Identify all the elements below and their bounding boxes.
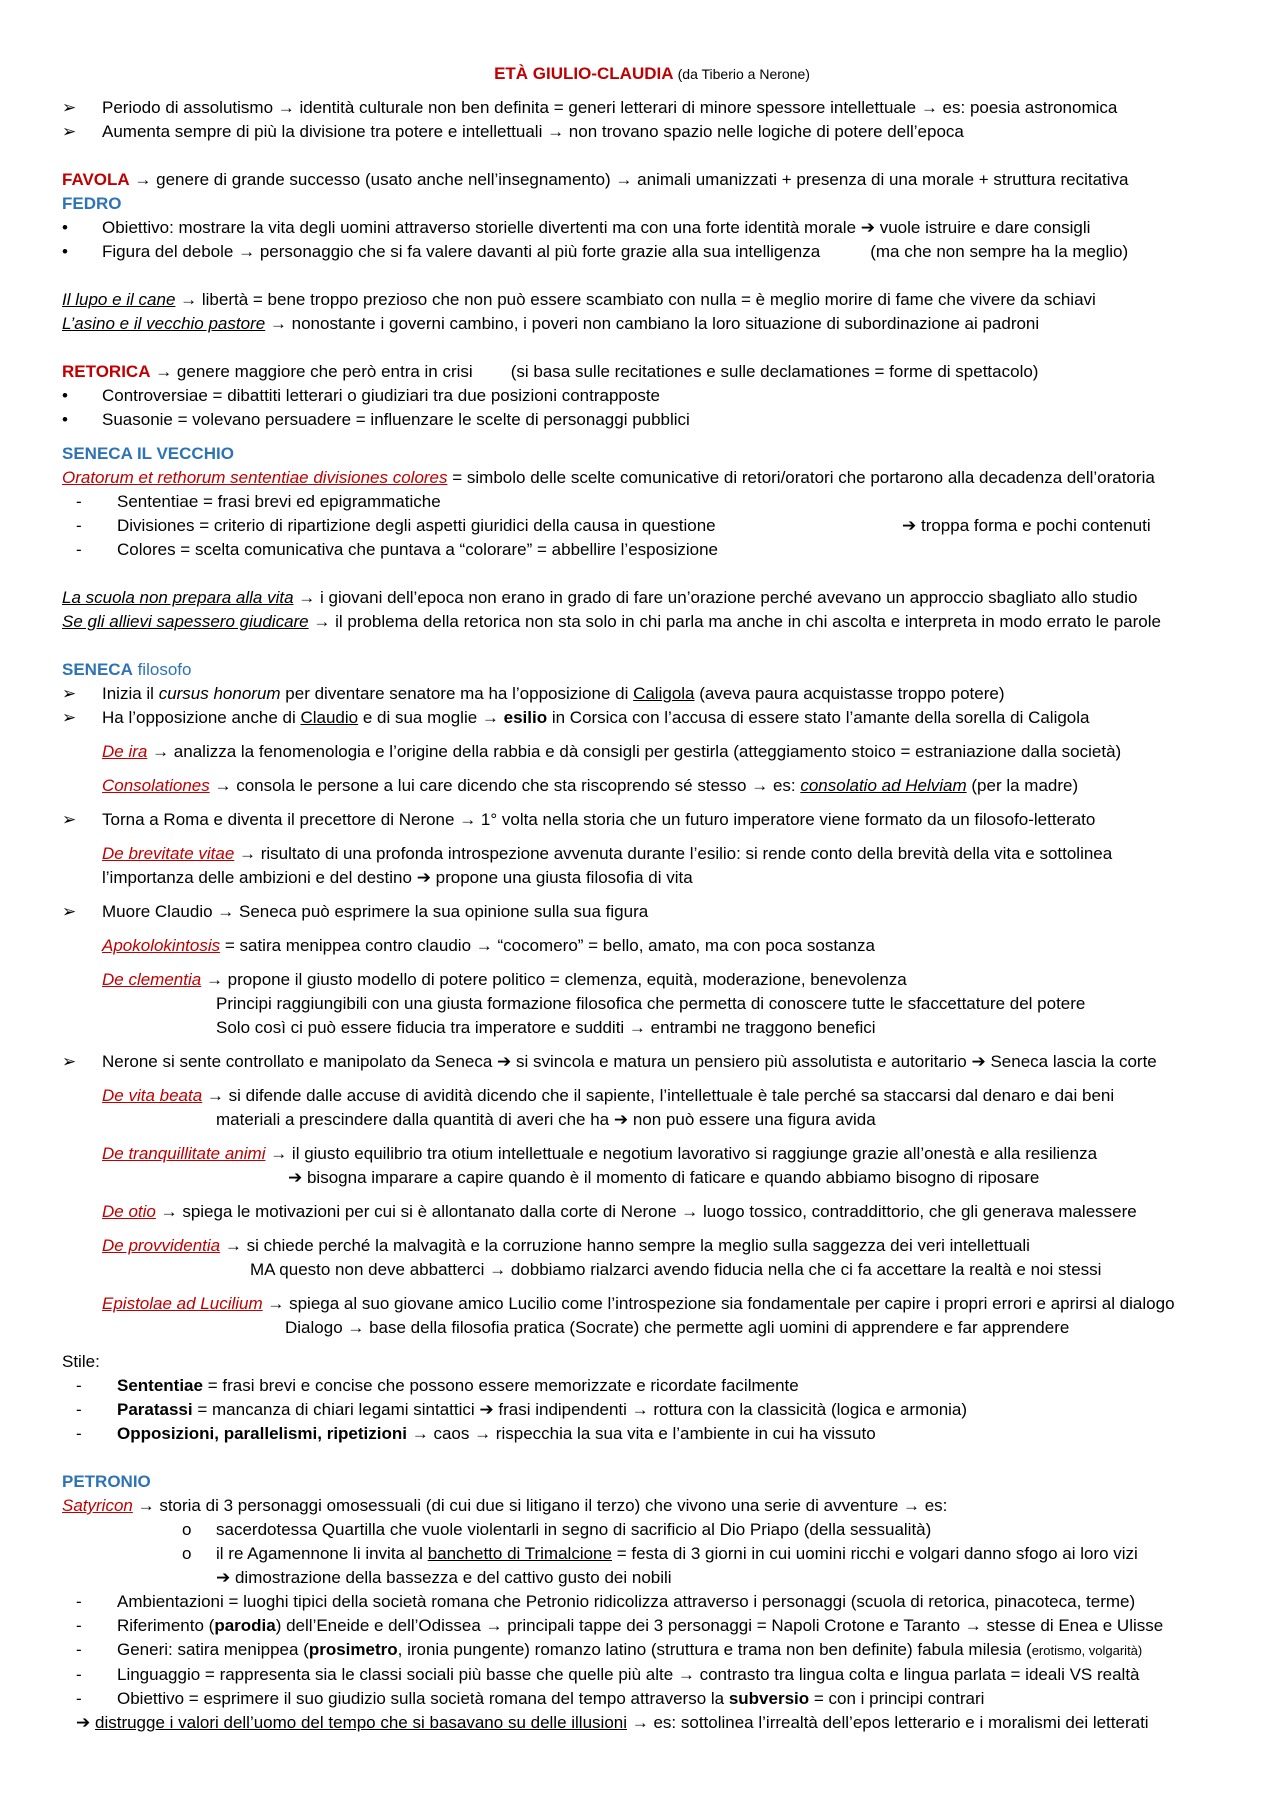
list-item: - Sententiae = frasi brevi ed epigrammatiche	[76, 492, 441, 511]
work-line: De ira → analizza la fenomenologia e l’origine della rabbia e dà consigli per gestirla (atteggiamento stoico = estraniazione dalla società)	[102, 742, 1122, 761]
intro-item: ➢ Periodo di assolutismo → identità culturale non ben definita = generi letterari di minore spessore intellettuale → es: poesia astronomica	[62, 98, 1118, 117]
fedro-heading: FEDRO	[62, 194, 122, 213]
stile-heading: Stile:	[62, 1352, 100, 1371]
list-item: • Obiettivo: mostrare la vita degli uomini attraverso storielle divertenti ma con una forte identità morale ➔ vuole istruire e dare consigli	[62, 218, 1091, 237]
quote-line: La scuola non prepara alla vita → i giovani dell’epoca non erano in grado di fare un’orazione perché avevano un approccio sbagliato allo studio	[62, 588, 1138, 607]
intro-item: ➢ Aumenta sempre di più la divisione tra potere e intellettuali → non trovano spazio nelle logiche di potere dell’epoca	[62, 122, 964, 141]
list-item: o sacerdotessa Quartilla che vuole violentarli in segno di sacrificio al Dio Priapo (della sessualità)	[182, 1520, 932, 1539]
work-line-cont: Dialogo → base della filosofia pratica (Socrate) che permette agli uomini di apprendere e far apprendere	[285, 1318, 1070, 1337]
list-item: ➢ Muore Claudio → Seneca può esprimere la sua opinione sulla sua figura	[62, 902, 649, 921]
list-item: - Paratassi = mancanza di chiari legami sintattici ➔ frasi indipendenti → rottura con la classicità (logica e armonia)	[76, 1400, 968, 1419]
work-line-cont: materiali a prescindere dalla quantità di averi che ha ➔ non può essere una figura avida	[216, 1110, 876, 1129]
retorica-heading: RETORICA → genere maggiore che però entra in crisi (si basa sulle recitationes e sulle declamationes = forme di spettacolo)	[62, 362, 1039, 381]
work-line-cont: ➔ bisogna imparare a capire quando è il momento di faticare e quando abbiamo bisogno di riposare	[288, 1168, 1040, 1187]
petronio-heading: PETRONIO	[62, 1472, 151, 1491]
list-item: - Linguaggio = rappresenta sia le classi sociali più basse che quelle più alte → contrasto tra lingua colta e lingua parlata = ideali VS realtà	[76, 1665, 1140, 1684]
favola-heading: FAVOLA → genere di grande successo (usato anche nell’insegnamento) → animali umanizzati + presenza di una morale + struttura recitativa	[62, 170, 1129, 189]
work-line: Consolationes → consola le persone a lui care dicendo che sta riscoprendo sé stesso → es: consolatio ad Helviam (per la madre)	[102, 776, 1079, 795]
list-item: o il re Agamennone li invita al banchetto di Trimalcione = festa di 3 giorni in cui uomini ricchi e volgari danno sfogo ai loro vizi	[182, 1544, 1138, 1563]
work-line-cont: MA questo non deve abbatterci → dobbiamo rialzarci avendo fiducia nella che ci fa accettare la realtà e noi stessi	[250, 1260, 1102, 1279]
work-line-cont: l’importanza delle ambizioni e del destino ➔ propone una giusta filosofia di vita	[102, 868, 693, 887]
work-line: De clementia → propone il giusto modello di potere politico = clemenza, equità, moderazione, benevolenza	[102, 970, 907, 989]
work-line: De vita beata → si difende dalle accuse di avidità dicendo che il sapiente, l’intellettuale è tale perché sa staccarsi dal denaro e dai beni	[102, 1086, 1115, 1105]
quote-line: L’asino e il vecchio pastore → nonostante i governi cambino, i poveri non cambiano la loro situazione di subordinazione ai padroni	[62, 314, 1040, 333]
list-item: - Riferimento (parodia) dell’Eneide e dell’Odissea → principali tappe dei 3 personaggi = Napoli Crotone e Taranto → stesse di Enea e Ulisse	[76, 1616, 1164, 1635]
list-item: ➢ Inizia il cursus honorum per diventare senatore ma ha l’opposizione di Caligola (aveva paura acquistasse troppo potere)	[62, 684, 1005, 703]
work-line: De provvidentia → si chiede perché la malvagità e la corruzione hanno sempre la meglio sulla saggezza dei veri intellettuali	[102, 1236, 1030, 1255]
list-item: ➢ Nerone si sente controllato e manipolato da Seneca ➔ si svincola e matura un pensiero più assolutista e autoritario ➔ Seneca lascia la corte	[62, 1052, 1157, 1071]
conclusion-line: ➔ distrugge i valori dell’uomo del tempo che si basavano su delle illusioni → es: sottolinea l’irrealtà dell’epos letterario e i moralismi dei letterati	[76, 1713, 1149, 1732]
list-item: ➢ Ha l’opposizione anche di Claudio e di sua moglie → esilio in Corsica con l’accusa di essere stato l’amante della sorella di Caligola	[62, 708, 1090, 727]
list-item: • Suasonie = volevano persuadere = influenzare le scelte di personaggi pubblici	[62, 410, 690, 429]
page-title: ETÀ GIULIO-CLAUDIA (da Tiberio a Nerone)	[494, 64, 810, 83]
quote-line: Il lupo e il cane → libertà = bene troppo prezioso che non può essere scambiato con nulla = è meglio morire di fame che vivere da schiavi	[62, 290, 1096, 309]
list-item: - Opposizioni, parallelismi, ripetizioni → caos → rispecchia la sua vita e l’ambiente in cui ha vissuto	[76, 1424, 876, 1443]
list-item: - Colores = scelta comunicativa che puntava a “colorare” = abbellire l’esposizione	[76, 540, 718, 559]
list-item: ➢ Torna a Roma e diventa il precettore di Nerone → 1° volta nella storia che un futuro imperatore viene formato da un filosofo-letterato	[62, 810, 1096, 829]
list-item: - Obiettivo = esprimere il suo giudizio sulla società romana del tempo attraverso la subversio = con i principi contrari	[76, 1689, 985, 1708]
work-line: De brevitate vitae → risultato di una profonda introspezione avvenuta durante l’esilio: si rende conto della brevità della vita e sottolinea	[102, 844, 1113, 863]
list-item-cont: ➔ dimostrazione della bassezza e del cattivo gusto dei nobili	[216, 1568, 672, 1587]
list-item: - Sententiae = frasi brevi e concise che possono essere memorizzate e ricordate facilmente	[76, 1376, 799, 1395]
work-line: Epistolae ad Lucilium → spiega al suo giovane amico Lucilio come l’introspezione sia fondamentale per capire i propri errori e aprirsi al dialogo	[102, 1294, 1175, 1313]
quote-line: Se gli allievi sapessero giudicare → il problema della retorica non sta solo in chi parla ma anche in chi ascolta e interpreta in modo errato le parole	[62, 612, 1161, 631]
work-line: De otio → spiega le motivazioni per cui si è allontanato dalla corte di Nerone → luogo tossico, contraddittorio, che gli generava malessere	[102, 1202, 1137, 1221]
list-item: - Divisiones = criterio di ripartizione degli aspetti giuridici della causa in questione ➔ troppa forma e pochi contenuti	[76, 516, 1151, 535]
work-line: De tranquillitate animi → il giusto equilibrio tra otium intellettuale e negotium lavorativo si raggiunge grazie all’onestà e alla resilienza	[102, 1144, 1098, 1163]
list-item: • Controversiae = dibattiti letterari o giudiziari tra due posizioni contrapposte	[62, 386, 660, 405]
list-item: • Figura del debole → personaggio che si fa valere davanti al più forte grazie alla sua intelligenza (ma che non sempre ha la meglio)	[62, 242, 1129, 261]
seneca-heading: SENECA filosofo	[62, 660, 192, 679]
document-page	[62, 62, 1242, 1735]
list-item: - Ambientazioni = luoghi tipici della società romana che Petronio ridicolizza attraverso i personaggi (scuola di retorica, pinacoteca, terme)	[76, 1592, 1136, 1611]
seneca-vecchio-heading: SENECA IL VECCHIO	[62, 444, 234, 463]
work-line: Oratorum et rethorum sententiae divisiones colores = simbolo delle scelte comunicative di retori/oratori che portarono alla decadenza dell’oratoria	[62, 468, 1155, 487]
work-line-cont: Solo così ci può essere fiducia tra imperatore e sudditi → entrambi ne traggono benefici	[216, 1018, 876, 1037]
work-line-cont: Principi raggiungibili con una giusta formazione filosofica che permetta di conoscere tutte le sfaccettature del potere	[216, 994, 1086, 1013]
work-line: Apokolokintosis = satira menippea contro claudio → “cocomero” = bello, amato, ma con poca sostanza	[102, 936, 875, 955]
work-line: Satyricon → storia di 3 personaggi omosessuali (di cui due si litigano il terzo) che vivono una serie di avventure → es:	[62, 1496, 948, 1515]
list-item: - Generi: satira menippea (prosimetro, ironia pungente) romanzo latino (struttura e trama non ben definite) fabula milesia (erotismo, volgarità)	[76, 1640, 1143, 1659]
